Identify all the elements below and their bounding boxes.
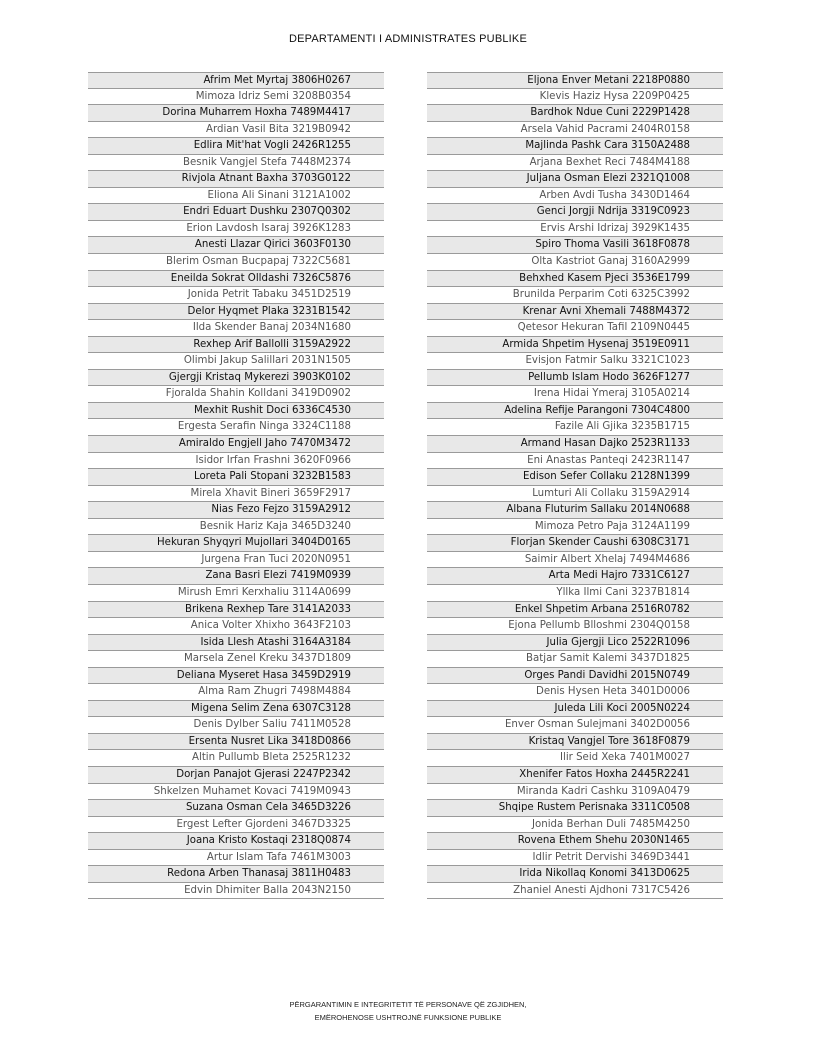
list-item: Endri Eduart Dushku 2307Q0302 bbox=[88, 204, 384, 221]
list-item: Redona Arben Thanasaj 3811H0483 bbox=[88, 866, 384, 883]
list-item: Olimbi Jakup Salillari 2031N1505 bbox=[88, 353, 384, 370]
list-item: Dorjan Panajot Gjerasi 2247P2342 bbox=[88, 767, 384, 784]
list-item: Suzana Osman Cela 3465D3226 bbox=[88, 800, 384, 817]
list-item: Joana Kristo Kostaqi 2318Q0874 bbox=[88, 833, 384, 850]
list-item: Denis Hysen Heta 3401D0006 bbox=[427, 684, 723, 701]
list-item: Arta Medi Hajro 7331C6127 bbox=[427, 568, 723, 585]
list-item: Artur Islam Tafa 7461M3003 bbox=[88, 850, 384, 867]
list-item: Brunilda Perparim Coti 6325C3992 bbox=[427, 287, 723, 304]
list-item: Isida Llesh Atashi 3164A3184 bbox=[88, 635, 384, 652]
list-item: Besnik Vangjel Stefa 7448M2374 bbox=[88, 155, 384, 172]
list-item: Denis Dylber Saliu 7411M0528 bbox=[88, 717, 384, 734]
list-item: Jonida Petrit Tabaku 3451D2519 bbox=[88, 287, 384, 304]
list-item: Brikena Rexhep Tare 3141A2033 bbox=[88, 602, 384, 619]
list-item: Anesti Llazar Qirici 3603F0130 bbox=[88, 237, 384, 254]
list-item: Enver Osman Sulejmani 3402D0056 bbox=[427, 717, 723, 734]
list-item: Ejona Pellumb Blloshmi 2304Q0158 bbox=[427, 618, 723, 635]
list-item: Genci Jorgji Ndrija 3319C0923 bbox=[427, 204, 723, 221]
list-item: Arjana Bexhet Reci 7484M4188 bbox=[427, 155, 723, 172]
list-item: Blerim Osman Bucpapaj 7322C5681 bbox=[88, 254, 384, 271]
footer-line-1: PËRGARANTIMIN E INTEGRITETIT TË PERSONAVE QË ZGJIDHEN, bbox=[289, 1000, 527, 1009]
list-item: Kristaq Vangjel Tore 3618F0879 bbox=[427, 734, 723, 751]
list-item: Olta Kastriot Ganaj 3160A2999 bbox=[427, 254, 723, 271]
list-item: Isidor Irfan Frashni 3620F0966 bbox=[88, 453, 384, 470]
list-item: Adelina Refije Parangoni 7304C4800 bbox=[427, 403, 723, 420]
list-item: Miranda Kadri Cashku 3109A0479 bbox=[427, 784, 723, 801]
list-item: Jonida Berhan Duli 7485M4250 bbox=[427, 817, 723, 834]
list-item: Rexhep Arif Ballolli 3159A2922 bbox=[88, 337, 384, 354]
list-item: Yllka Ilmi Cani 3237B1814 bbox=[427, 585, 723, 602]
list-item: Ergest Lefter Gjordeni 3467D3325 bbox=[88, 817, 384, 834]
list-item: Saimir Albert Xhelaj 7494M4686 bbox=[427, 552, 723, 569]
list-item: Deliana Myseret Hasa 3459D2919 bbox=[88, 668, 384, 685]
list-item: Anica Volter Xhixho 3643F2103 bbox=[88, 618, 384, 635]
list-item: Irida Nikollaq Konomi 3413D0625 bbox=[427, 866, 723, 883]
list-item: Ardian Vasil Bita 3219B0942 bbox=[88, 122, 384, 139]
list-item: Juljana Osman Elezi 2321Q1008 bbox=[427, 171, 723, 188]
list-item: Klevis Haziz Hysa 2209P0425 bbox=[427, 89, 723, 106]
list-item: Juleda Lili Koci 2005N0224 bbox=[427, 701, 723, 718]
list-item: Marsela Zenel Kreku 3437D1809 bbox=[88, 651, 384, 668]
list-item: Behxhed Kasem Pjeci 3536E1799 bbox=[427, 271, 723, 288]
list-item: Armida Shpetim Hysenaj 3519E0911 bbox=[427, 337, 723, 354]
list-item: Rivjola Atnant Baxha 3703G0122 bbox=[88, 171, 384, 188]
list-item: Eljona Enver Metani 2218P0880 bbox=[427, 72, 723, 89]
list-item: Ersenta Nusret Lika 3418D0866 bbox=[88, 734, 384, 751]
list-item: Eni Anastas Panteqi 2423R1147 bbox=[427, 453, 723, 470]
list-item: Ilda Skender Banaj 2034N1680 bbox=[88, 320, 384, 337]
list-item: Afrim Met Myrtaj 3806H0267 bbox=[88, 72, 384, 89]
list-item: Florjan Skender Caushi 6308C3171 bbox=[427, 535, 723, 552]
page-title: DEPARTAMENTI I ADMINISTRATES PUBLIKE bbox=[288, 33, 528, 45]
list-item: Enkel Shpetim Arbana 2516R0782 bbox=[427, 602, 723, 619]
list-item: Armand Hasan Dajko 2523R1133 bbox=[427, 436, 723, 453]
list-item: Fjoralda Shahin Kolldani 3419D0902 bbox=[88, 386, 384, 403]
list-item: Hekuran Shyqyri Mujollari 3404D0165 bbox=[88, 535, 384, 552]
list-item: Mirush Emri Kerxhaliu 3114A0699 bbox=[88, 585, 384, 602]
list-item: Krenar Avni Xhemali 7488M4372 bbox=[427, 304, 723, 321]
list-item: Mimoza Idriz Semi 3208B0354 bbox=[88, 89, 384, 106]
list-item: Xhenifer Fatos Hoxha 2445R2241 bbox=[427, 767, 723, 784]
list-item: Loreta Pali Stopani 3232B1583 bbox=[88, 469, 384, 486]
list-item: Nias Fezo Fejzo 3159A2912 bbox=[88, 502, 384, 519]
list-item: Batjar Samit Kalemi 3437D1825 bbox=[427, 651, 723, 668]
list-item: Evisjon Fatmir Salku 3321C1023 bbox=[427, 353, 723, 370]
list-item: Julia Gjergji Lico 2522R1096 bbox=[427, 635, 723, 652]
footer bbox=[0, 998, 816, 1024]
list-item: Zhaniel Anesti Ajdhoni 7317C5426 bbox=[427, 883, 723, 900]
list-item: Delor Hyqmet Plaka 3231B1542 bbox=[88, 304, 384, 321]
list-item: Bardhok Ndue Cuni 2229P1428 bbox=[427, 105, 723, 122]
list-item: Eneilda Sokrat Olldashi 7326C5876 bbox=[88, 271, 384, 288]
left-name-list bbox=[88, 72, 384, 899]
list-item: Altin Pullumb Bleta 2525R1232 bbox=[88, 750, 384, 767]
list-item: Edison Sefer Collaku 2128N1399 bbox=[427, 469, 723, 486]
list-item: Ergesta Serafin Ninga 3324C1188 bbox=[88, 419, 384, 436]
right-name-list bbox=[427, 72, 723, 899]
list-item: Arsela Vahid Pacrami 2404R0158 bbox=[427, 122, 723, 139]
list-item: Edvin Dhimiter Balla 2043N2150 bbox=[88, 883, 384, 900]
list-item: Zana Basri Elezi 7419M0939 bbox=[88, 568, 384, 585]
list-item: Ervis Arshi Idrizaj 3929K1435 bbox=[427, 221, 723, 238]
list-item: Spiro Thoma Vasili 3618F0878 bbox=[427, 237, 723, 254]
list-item: Mimoza Petro Paja 3124A1199 bbox=[427, 519, 723, 536]
list-item: Mexhit Rushit Doci 6336C4530 bbox=[88, 403, 384, 420]
list-item: Migena Selim Zena 6307C3128 bbox=[88, 701, 384, 718]
list-item: Erion Lavdosh Isaraj 3926K1283 bbox=[88, 221, 384, 238]
list-item: Albana Fluturim Sallaku 2014N0688 bbox=[427, 502, 723, 519]
list-item: Eliona Ali Sinani 3121A1002 bbox=[88, 188, 384, 205]
list-item: Lumturi Ali Collaku 3159A2914 bbox=[427, 486, 723, 503]
list-item: Alma Ram Zhugri 7498M4884 bbox=[88, 684, 384, 701]
list-item: Qetesor Hekuran Tafil 2109N0445 bbox=[427, 320, 723, 337]
list-item: Dorina Muharrem Hoxha 7489M4417 bbox=[88, 105, 384, 122]
list-item: Idlir Petrit Dervishi 3469D3441 bbox=[427, 850, 723, 867]
list-item: Arben Avdi Tusha 3430D1464 bbox=[427, 188, 723, 205]
list-item: Edlira Mit'hat Vogli 2426R1255 bbox=[88, 138, 384, 155]
list-item: Mirela Xhavit Bineri 3659F2917 bbox=[88, 486, 384, 503]
list-item: Shqipe Rustem Perisnaka 3311C0508 bbox=[427, 800, 723, 817]
footer-line-2: EMËROHENOSE USHTROJNË FUNKSIONE PUBLIKE bbox=[314, 1013, 502, 1022]
list-item: Fazile Ali Gjika 3235B1715 bbox=[427, 419, 723, 436]
list-item: Majlinda Pashk Cara 3150A2488 bbox=[427, 138, 723, 155]
list-item: Jurgena Fran Tuci 2020N0951 bbox=[88, 552, 384, 569]
list-item: Rovena Ethem Shehu 2030N1465 bbox=[427, 833, 723, 850]
list-item: Irena Hidai Ymeraj 3105A0214 bbox=[427, 386, 723, 403]
list-item: Ilir Seid Xeka 7401M0027 bbox=[427, 750, 723, 767]
list-item: Amiraldo Engjell Jaho 7470M3472 bbox=[88, 436, 384, 453]
list-item: Orges Pandi Davidhi 2015N0749 bbox=[427, 668, 723, 685]
list-item: Pellumb Islam Hodo 3626F1277 bbox=[427, 370, 723, 387]
list-item: Besnik Hariz Kaja 3465D3240 bbox=[88, 519, 384, 536]
list-item: Shkelzen Muhamet Kovaci 7419M0943 bbox=[88, 784, 384, 801]
list-item: Gjergji Kristaq Mykerezi 3903K0102 bbox=[88, 370, 384, 387]
